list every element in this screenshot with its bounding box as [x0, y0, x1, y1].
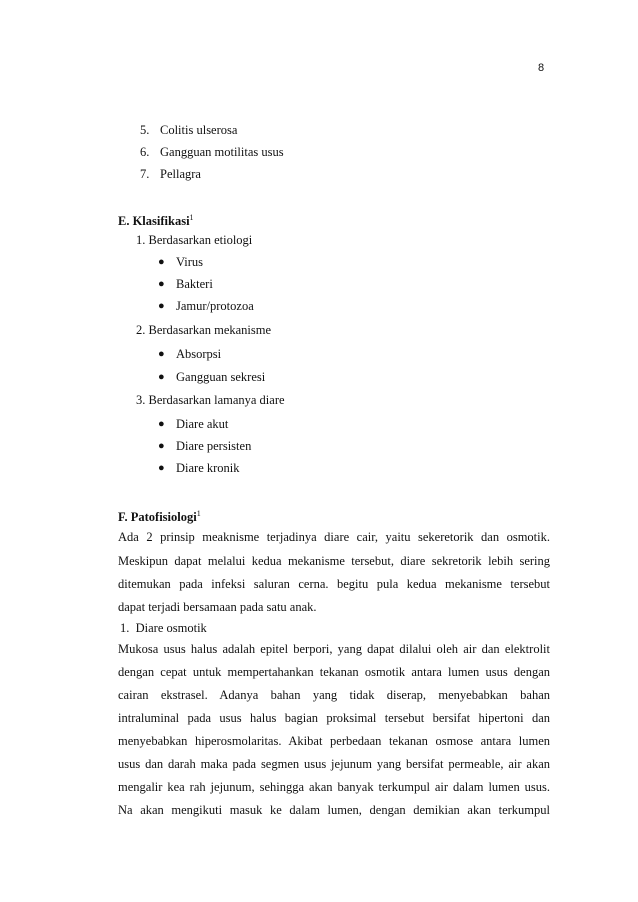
paragraph-line: intraluminal pada usus halus bagian proksimal tersebut bersifat hipertoni dan: [118, 711, 550, 725]
bullet-item: Diare persisten: [176, 439, 252, 453]
paragraph-line: dengan cepat untuk mempertahankan tekanan osmotik antara lumen usus dengan: [118, 665, 550, 679]
bullet-icon: ●: [158, 462, 165, 474]
section-heading-klasifikasi: E. Klasifikasi$^1$: [118, 213, 194, 229]
classification-group-heading: 1. Berdasarkan etiologi: [136, 233, 253, 247]
bullet-item: Absorpsi: [176, 347, 222, 361]
section-heading-patofisiologi: F. Patofisiologi$^1$: [118, 509, 201, 525]
paragraph-line: cairan ekstrasel. Adanya bahan yang tidak diserap, menyebabkan bahan: [118, 688, 550, 702]
paragraph-line: ditemukan pada infeksi saluran cerna. begitu pula kedua mekanisme tersebut: [118, 577, 550, 591]
subheading-diare-osmotik: 1. Diare osmotik: [120, 621, 207, 635]
paragraph-line: Ada 2 prinsip meaknisme terjadinya diare cair, yaitu sekeretorik dan osmotik.: [118, 530, 550, 544]
classification-group-heading: 3. Berdasarkan lamanya diare: [136, 393, 285, 407]
bullet-item: Diare akut: [176, 417, 229, 431]
paragraph-line: mengalir kea rah jejunum, sehingga akan banyak terkumpul air dalam lumen usus.: [118, 780, 550, 794]
paragraph-line: dapat terjadi bersamaan pada satu anak.: [118, 600, 317, 614]
list-item: 7. Pellagra: [140, 167, 201, 181]
paragraph-line: Meskipun dapat melalui kedua mekanisme tersebut, diare sekretorik lebih sering: [118, 554, 550, 568]
list-item: 5. Colitis ulserosa: [140, 123, 238, 137]
page-number: 8: [538, 62, 545, 74]
bullet-icon: ●: [158, 300, 165, 312]
bullet-icon: ●: [158, 418, 165, 430]
paragraph-line: Mukosa usus halus adalah epitel berpori, yang dapat dilalui oleh air dan elektrolit: [118, 642, 550, 656]
bullet-item: Jamur/protozoa: [176, 299, 254, 313]
bullet-icon: ●: [158, 440, 165, 452]
bullet-item: Gangguan sekresi: [176, 370, 266, 384]
bullet-icon: ●: [158, 256, 165, 268]
classification-group-heading: 2. Berdasarkan mekanisme: [136, 323, 272, 337]
bullet-icon: ●: [158, 348, 165, 360]
bullet-icon: ●: [158, 371, 165, 383]
bullet-item: Virus: [176, 255, 204, 269]
paragraph-line: usus dan darah maka pada segmen usus jejunum yang bersifat permeable, air akan: [118, 757, 550, 771]
bullet-item: Bakteri: [176, 277, 213, 291]
bullet-icon: ●: [158, 278, 165, 290]
list-item: 6. Gangguan motilitas usus: [140, 145, 284, 159]
paragraph-line: menyebabkan hiperosmolaritas. Akibat perbedaan tekanan osmose antara lumen: [118, 734, 550, 748]
paragraph-line: Na akan mengikuti masuk ke dalam lumen, dengan demikian akan terkumpul: [118, 803, 550, 817]
bullet-item: Diare kronik: [176, 461, 240, 475]
